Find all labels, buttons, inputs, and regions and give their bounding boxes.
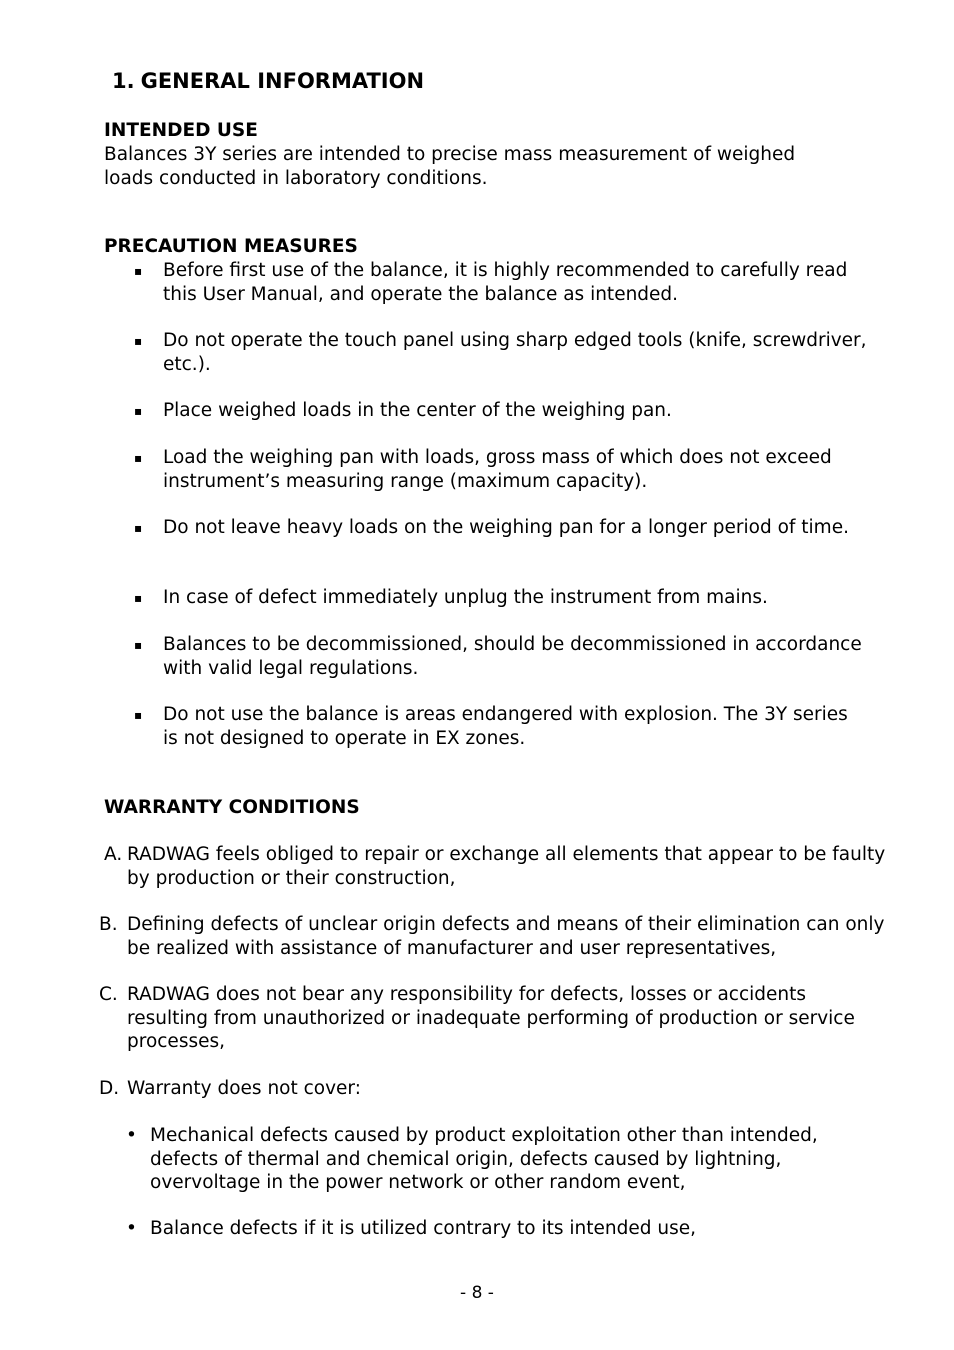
section-title	[112, 67, 424, 95]
bullet-marker: ▪	[134, 638, 143, 652]
not-covered-item: Balance defects if it is utilized contrary to its intended use,	[150, 1218, 697, 1239]
warranty-heading: WARRANTY CONDITIONS	[104, 797, 360, 818]
precaution-item: Balances to be decommissioned, should be decommissioned in accordance with valid legal regulations.	[163, 634, 862, 679]
warranty-item: RADWAG feels obliged to repair or exchange all elements that appear to be faulty by production or their construction,	[127, 844, 886, 889]
warranty-letter: D.	[99, 1078, 120, 1099]
section-title-text: GENERAL INFORMATION	[140, 69, 425, 93]
warranty-letter: C.	[99, 984, 118, 1005]
precaution-item: Load the weighing pan with loads, gross mass of which does not exceed instrument’s measuring range (maximum capacity).	[163, 447, 832, 492]
not-covered-item: Mechanical defects caused by product exploitation other than intended, defects of thermal and chemical origin, defects caused by lightning, overvoltage in the power network or other random event,	[150, 1125, 818, 1193]
intended-use-text: Balances 3Y series are intended to precise mass measurement of weighed loads conducted in laboratory conditions.	[104, 144, 796, 189]
dot-marker: •	[126, 1218, 137, 1239]
bullet-marker: ▪	[134, 451, 143, 465]
precaution-item: Do not leave heavy loads on the weighing pan for a longer period of time.	[163, 517, 849, 538]
bullet-marker: ▪	[134, 591, 143, 605]
page-number: - 8 -	[460, 1283, 494, 1303]
section-number: 1.	[112, 69, 135, 93]
precaution-item: Do not use the balance is areas endangered with explosion. The 3Y series is not designed to operate in EX zones.	[163, 704, 848, 749]
precaution-heading: PRECAUTION MEASURES	[104, 236, 358, 257]
bullet-marker: ▪	[134, 334, 143, 348]
warranty-letter: B.	[99, 914, 118, 935]
precaution-item: In case of defect immediately unplug the instrument from mains.	[163, 587, 768, 608]
warranty-item: Defining defects of unclear origin defects and means of their elimination can only be realized with assistance of manufacturer and user representatives,	[127, 914, 885, 959]
warranty-item: Warranty does not cover:	[127, 1078, 361, 1099]
precaution-item: Before first use of the balance, it is highly recommended to carefully read this User Manual, and operate the balance as intended.	[163, 260, 848, 305]
warranty-item: RADWAG does not bear any responsibility for defects, losses or accidents resulting from unauthorized or inadequate performing of production or service processes,	[127, 984, 855, 1052]
intended-use-heading: INTENDED USE	[104, 120, 258, 141]
bullet-marker: ▪	[134, 521, 143, 535]
bullet-marker: ▪	[134, 264, 143, 278]
warranty-letter: A.	[104, 844, 123, 865]
bullet-marker: ▪	[134, 708, 143, 722]
precaution-item: Do not operate the touch panel using sharp edged tools (knife, screwdriver, etc.).	[163, 330, 867, 375]
dot-marker: •	[126, 1125, 137, 1146]
precaution-item: Place weighed loads in the center of the weighing pan.	[163, 400, 672, 421]
bullet-marker: ▪	[134, 404, 143, 418]
